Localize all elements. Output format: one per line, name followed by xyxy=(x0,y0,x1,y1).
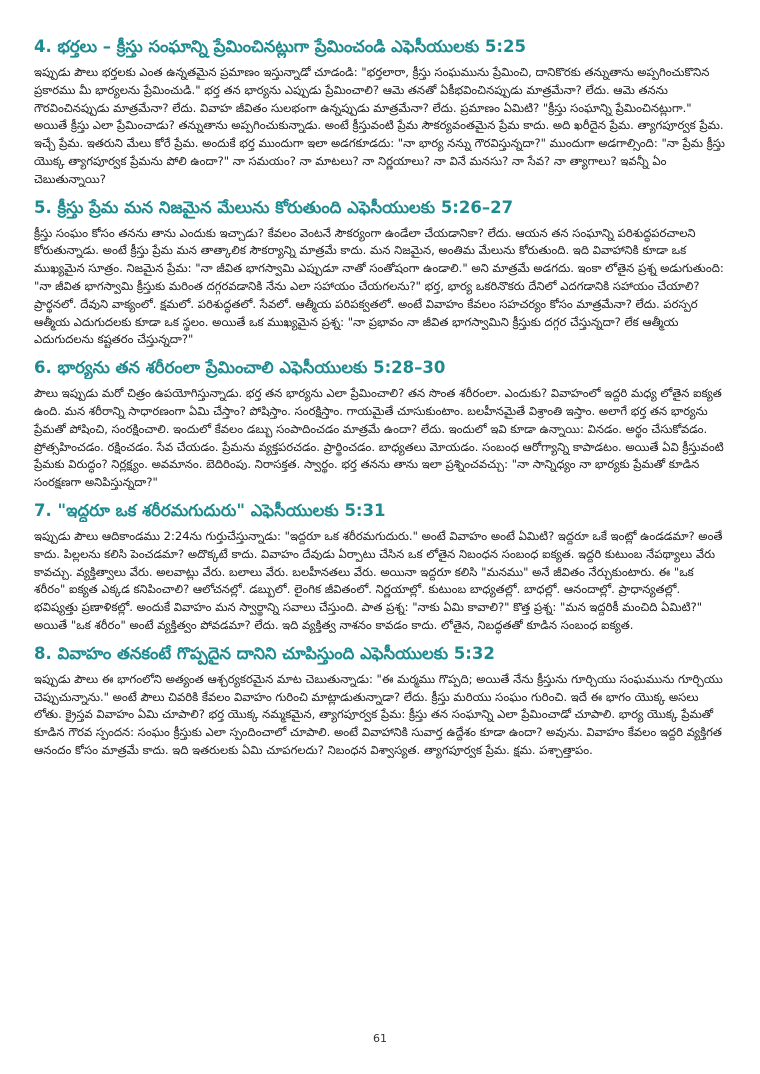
section-8 xyxy=(34,643,726,760)
section-heading: 5. క్రీస్తు ప్రేమ మన నిజమైన మేలును కోరుతుంది ఎఫెసీయులకు 5:26–27 xyxy=(34,197,514,217)
section-paragraph: క్రీస్తు సంఘం కోసం తనను తాను ఎందుకు ఇచ్చాడు? కేవలం వెంటనే సౌకర్యంగా ఉండేలా చేయడానికా? లేదు. ఆయన తన సంఘాన్ని పరిశుద్ధపరచాలని కోరుతున్నాడు. అంటే క్రీస్తు ప్రేమ మన తాత్కాలిక సౌకర్యాన్ని మాత్రమే కాదు. మన నిజమైన, అంతిమ మేలును కోరుతుంది. ఇది వివాహానికి కూడా ఒక ముఖ్యమైన సూత్రం. నిజమైన ప్రేమ: "నా జీవిత భాగస్వామి ఎప్పుడూ నాతో సంతోషంగా ఉండాలి." అని మాత్రమే అడగదు. ఇంకా లోతైన ప్రశ్న అడుగుతుంది: "నా జీవిత భాగస్వామి క్రీస్తుకు మరింత దగ్గరవడానికి నేను ఎలా సహాయం చేయగలను?" భర్త, భార్య ఒకరినొకరు దేనిలో ఎదగడానికి సహాయం చేయాలి? ప్రార్థనలో. దేవుని వాక్యంలో. క్షమలో. పరిశుద్ధతలో. సేవలో. ఆత్మీయ పరిపక్వతలో. అంటే వివాహం కేవలం సహచర్యం కోసం మాత్రమేనా? లేదు. పరస్పర ఆత్మీయ ఎదుగుదలకు కూడా ఒక స్థలం. అయితే ఒక ముఖ్యమైన ప్రశ్న: "నా ప్రభావం నా జీవిత భాగస్వామిని క్రీస్తుకు దగ్గర చేస్తున్నదా? లేక ఆత్మీయ ఎదుగుదలను కష్టతరం చేస్తున్నదా?" xyxy=(34,225,724,347)
section-heading: 8. వివాహం తనకంటే గొప్పదైన దానిని చూపిస్తుంది ఎఫెసీయులకు 5:32 xyxy=(34,643,495,663)
section-heading: 7. "ఇద్దరూ ఒక శరీరమగుదురు" ఎఫెసీయులకు 5:31 xyxy=(34,500,386,520)
section-paragraph: ఇప్పుడు పౌలు ఈ భాగంలోని అత్యంత ఆశ్చర్యకరమైన మాట చెబుతున్నాడు: "ఈ మర్మము గొప్పది; అయితే నేను క్రీస్తును గూర్చియు సంఘమును గూర్చియు చెప్పుచున్నాను." అంటే పౌలు చివరికి కేవలం వివాహం గురించి మాట్లాడుతున్నాడా? లేదు. క్రీస్తు మరియు సంఘం గురించి. ఇదే ఈ భాగం యొక్క అసలు లోతు. క్రైస్తవ వివాహం ఏమి చూపాలి? భర్త యొక్క నమ్మకమైన, త్యాగపూర్వక ప్రేమ: క్రీస్తు తన సంఘాన్ని ఎలా ప్రేమించాడో చూపాలి. భార్య యొక్క ప్రేమతో కూడిన గౌరవ స్పందన: సంఘం క్రీస్తుకు ఎలా స్పందించాలో చూపాలి. అంటే వివాహానికి సువార్త ఉద్దేశం కూడా ఉందా? అవును. వివాహం కేవలం ఇద్దరి వ్యక్తిగత ఆనందం కోసం మాత్రమే కాదు. ఇది ఇతరులకు ఏమి చూపగలదు? నిబంధన విశ్వాస్యత. త్యాగపూర్వక ప్రేమ. క్షమ. పశ్చాత్తాపం. xyxy=(34,671,723,757)
section-paragraph: పౌలు ఇప్పుడు మరో చిత్రం ఉపయోగిస్తున్నాడు. భర్త తన భార్యను ఎలా ప్రేమించాలి? తన సొంత శరీరంలా. ఎందుకు? వివాహంలో ఇద్దరి మధ్య లోతైన ఐక్యత ఉంది. మన శరీరాన్ని సాధారణంగా ఏమి చేస్తాం? పోషిస్తాం. సంరక్షిస్తాం. గాయమైతే చూసుకుంటాం. బలహీనమైతే విశ్రాంతి ఇస్తాం. అలాగే భర్త తన భార్యను ప్రేమతో పోషించి, సంరక్షించాలి. ఇందులో కేవలం డబ్బు సంపాదించడం మాత్రమే ఉందా? లేదు. ఇందులో ఇవి కూడా ఉన్నాయి: వినడం. అర్థం చేసుకోవడం. ప్రోత్సహించడం. రక్షించడం. సేవ చేయడం. ప్రేమను వ్యక్తపరచడం. ప్రార్థించడం. బాధ్యతలు మోయడం. సంబంధ ఆరోగ్యాన్ని కాపాడటం. అయితే ఏవి క్రీస్తువంటి ప్రేమకు విరుద్ధం? నిర్లక్ష్యం. అవమానం. బెదిరింపు. నిరాసక్తత. స్వార్థం. భర్త తనను తాను ఇలా ప్రశ్నించవచ్చు: "నా సాన్నిధ్యం నా భార్యకు ప్రేమతో కూడిన సంరక్షణగా అనిపిస్తున్నదా?" xyxy=(34,386,724,490)
section-heading: 4. భర్తలు – క్రీస్తు సంఘాన్ని ప్రేమించినట్లుగా ప్రేమించండి ఎఫెసీయులకు 5:25 xyxy=(34,37,526,56)
page-number: 61 xyxy=(373,1032,387,1045)
section-heading: 6. భార్యను తన శరీరంలా ప్రేమించాలి ఎఫెసీయులకు 5:28–30 xyxy=(34,358,446,378)
section-paragraph: ఇప్పుడు పౌలు ఆదికాండము 2:24ను గుర్తుచేస్తున్నాడు: "ఇద్దరూ ఒక శరీరమగుదురు." అంటే వివాహం అంటే ఏమిటి? ఇద్దరూ ఒకే ఇంట్లో ఉండడమా? అంతే కాదు. పిల్లలను కలిసి పెంచడమా? అదొక్కటే కాదు. వివాహం దేవుడు ఏర్పాటు చేసిన ఒక లోతైన నిబంధన సంబంధ ఐక్యత. ఇద్దరి కుటుంబ నేపథ్యాలు వేరు కావచ్చు. వ్యక్తిత్వాలు వేరు. అలవాట్లు వేరు. బలాలు వేరు. బలహీనతలు వేరు. అయినా ఇద్దరూ కలిసి "మనము" అనే జీవితం నేర్చుకుంటారు. ఈ "ఒక శరీరం" ఐక్యత ఎక్కడ కనిపించాలి? ఆలోచనల్లో. డబ్బులో. లైంగిక జీవితంలో. నిర్ణయాల్లో. కుటుంబ బాధ్యతల్లో. బాధల్లో. ఆనందాల్లో. ప్రాధాన్యతల్లో. భవిష్యత్తు ప్రణాళికల్లో. అందుకే వివాహం మన స్వార్థాన్ని సవాలు చేస్తుంది. పాత ప్రశ్న: "నాకు ఏమి కావాలి?" కొత్త ప్రశ్న: "మన ఇద్దరికీ మంచిది ఏమిటి?" అయితే "ఒక శరీరం" అంటే వ్యక్తిత్వం పోవడమా? లేదు. ఇది వ్యక్తిత్వ నాశనం కావడం కాదు. లోతైన, నిబద్ధతతో కూడిన సంబంధ ఐక్యత. xyxy=(34,528,723,632)
section-6 xyxy=(34,357,726,492)
section-paragraph: ఇప్పుడు పౌలు భర్తలకు ఎంత ఉన్నతమైన ప్రమాణం ఇస్తున్నాడో చూడండి: "భర్తలారా, క్రీస్తు సంఘమును ప్రేమించి, దానికొరకు తన్నుతాను అప్పగించుకొనిన ప్రకారము మీ భార్యలను ప్రేమించుడి." భర్త తన భార్యను ఎప్పుడు ప్రేమించాలి? ఆమె తనతో ఏకీభవించినప్పుడు మాత్రమేనా? లేదు. ఆమె తనను గౌరవించినప్పుడు మాత్రమేనా? లేదు. వివాహ జీవితం సులభంగా ఉన్నప్పుడు మాత్రమేనా? లేదు. ప్రమాణం ఏమిటి? "క్రీస్తు సంఘాన్ని ప్రేమించినట్లుగా." అయితే క్రీస్తు ఎలా ప్రేమించాడు? తన్నుతాను అప్పగించుకున్నాడు. అంటే క్రీస్తువంటి ప్రేమ సౌకర్యవంతమైన ప్రేమ కాదు. అది ఖరీదైన ప్రేమ. త్యాగపూర్వక ప్రేమ. ఇచ్చే ప్రేమ. ఇతరుని మేలు కోరే ప్రేమ. అందుకే భర్త ముందుగా ఇలా అడగకూడదు: "నా భార్య నన్ను గౌరవిస్తున్నదా?" ముందుగా అడగాల్సింది: "నా ప్రేమ క్రీస్తు యొక్క త్యాగపూర్వక ప్రేమను పోలి ఉందా?" నా సమయం? నా మాటలు? నా నిర్ణయాలు? నా వినే మనసు? నా సేవ? నా త్యాగాలు? ఇవన్నీ ఏం చెబుతున్నాయి? xyxy=(34,65,725,186)
section-7 xyxy=(34,500,726,635)
section-4 xyxy=(34,36,726,189)
section-5 xyxy=(34,197,726,350)
